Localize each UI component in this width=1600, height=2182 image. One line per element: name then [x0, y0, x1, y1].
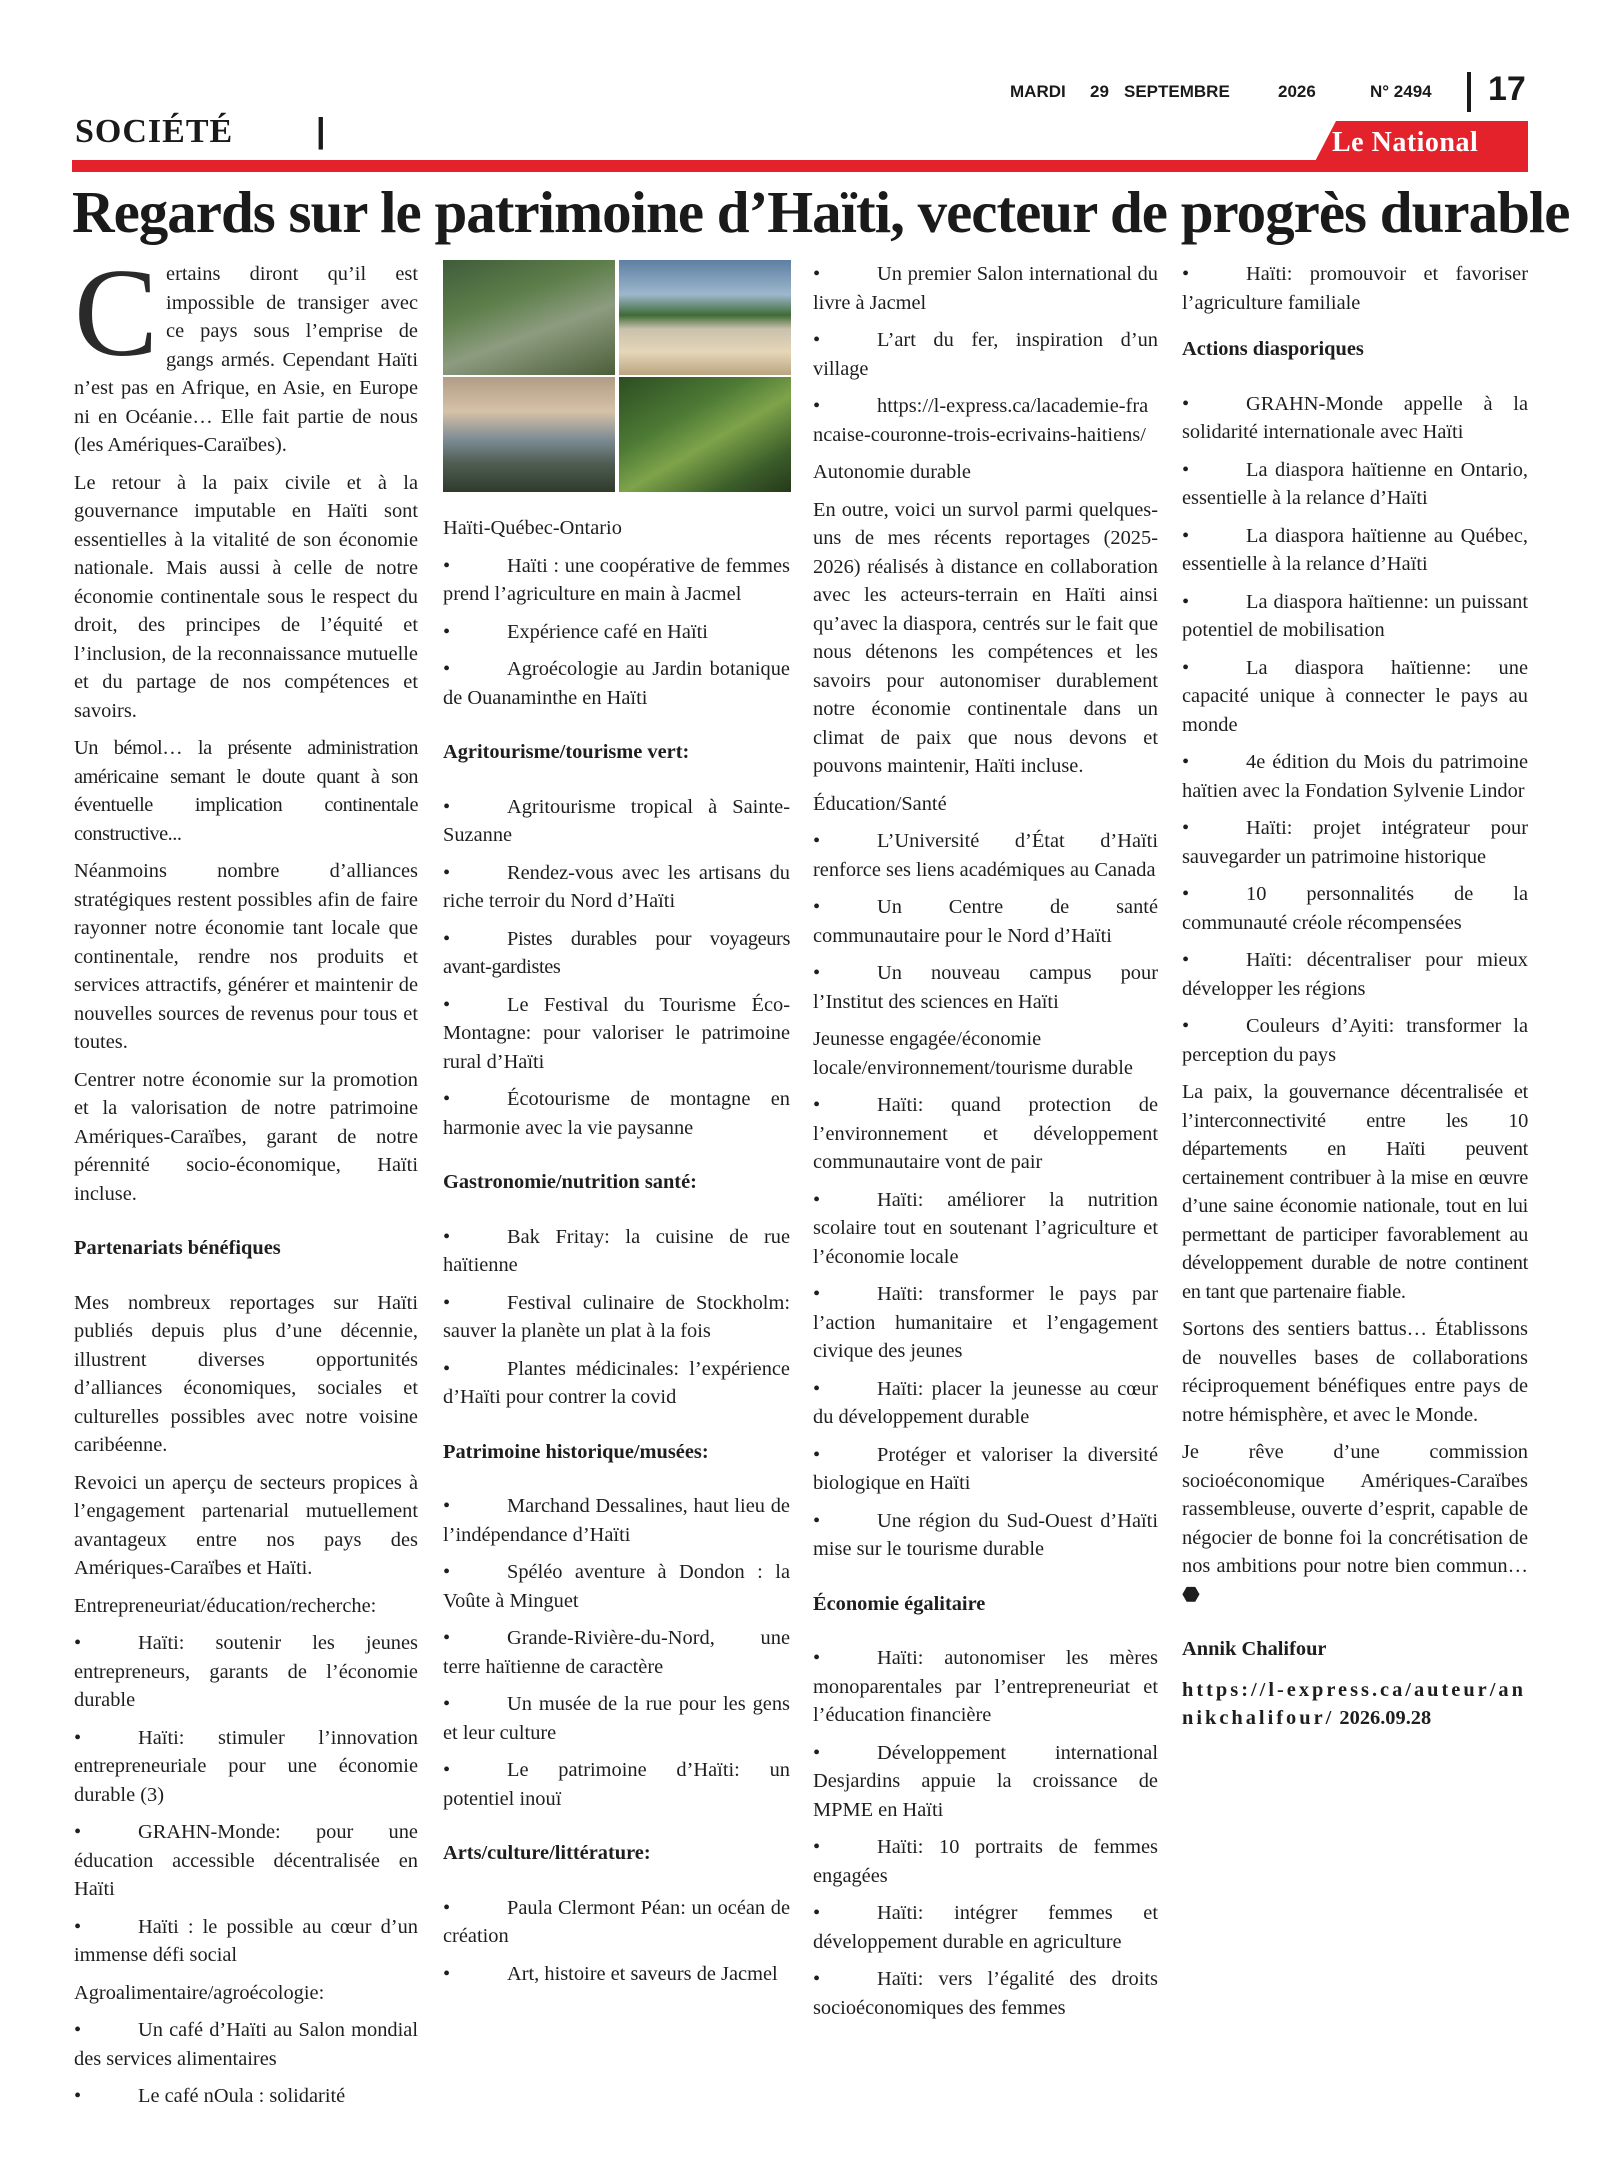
bullet-item: • Paula Clermont Péan: un océan de création [443, 1894, 790, 1951]
bullet-item: • Marchand Dessalines, haut lieu de l’indépendance d’Haïti [443, 1492, 790, 1549]
paragraph: Mes nombreux reportages sur Haïti publiés depuis plus d’une décennie, illustrent diverses opportunités d’alliances économiques, sociales et culturelles possibles avec notre voisine caribéenne. [74, 1291, 418, 1456]
paragraph: Revoici un aperçu de secteurs propices à l’engagement partenarial mutuellement avantageux entre nos pays des Amériques-Caraïbes et Haïti. [74, 1471, 418, 1579]
bullet-item: • Haïti: promouvoir et favoriser l’agriculture familiale [1182, 260, 1528, 317]
bullet-icon: • [74, 1821, 82, 1843]
bullet-icon: • [443, 658, 451, 680]
bullet-item: • Haïti: stimuler l’innovation entrepreneuriale pour une économie durable (3) [74, 1724, 418, 1810]
bullet-icon: • [443, 1627, 451, 1649]
bullet-icon: • [813, 896, 821, 918]
article-headline: Regards sur le patrimoine d’Haïti, vecteur de progrès durable [72, 179, 1570, 245]
bullet-item: • Protéger et valoriser la diversité biologique en Haïti [813, 1441, 1158, 1498]
bullet-item: • Une région du Sud-Ouest d’Haïti mise sur le tourisme durable [813, 1507, 1158, 1564]
subheading: Économie égalitaire [813, 1592, 986, 1615]
bullet-icon: • [74, 1915, 82, 1938]
brand-logo: Le National [1332, 127, 1479, 158]
paragraph: En outre, voici un survol parmi quelques-uns de mes récents reportages (2025-2026) réalisés à distance en collaboration avec les acteurs-terrain en Haïti ainsi qu’avec la diaspora, centrés sur le fait que nous détenons les compétences et les savoirs pour autonomiser durablement notre économie continentale dans un climat de paix que nous devons et pouvons maintenir, Haïti incluse. [813, 498, 1158, 777]
column-3 [813, 260, 1158, 2031]
drop-cap: C [74, 244, 159, 383]
coastal-landscape-photo [443, 377, 615, 492]
bullet-item: • Spéléo aventure à Dondon : la Voûte à Minguet [443, 1558, 790, 1615]
bullet-item: • Haïti: vers l’égalité des droits socioéconomiques des femmes [813, 1965, 1158, 2022]
greenhouse-photo [443, 260, 615, 375]
bullet-item: • Festival culinaire de Stockholm: sauver la planète un plat à la fois [443, 1289, 790, 1346]
subheading: Arts/culture/littérature: [443, 1842, 651, 1864]
bullet-item: • L’Université d’État d’Haïti renforce ses liens académiques au Canada [813, 827, 1158, 884]
bullet-item: • Un premier Salon international du livre à Jacmel [813, 260, 1158, 317]
author-name: Annik Chalifour [1182, 1638, 1327, 1660]
bullet-icon: • [443, 620, 451, 643]
red-rule [72, 160, 1528, 172]
bullet-item: • Agritourisme tropical à Sainte-Suzanne [443, 793, 790, 850]
category-label: Éducation/Santé [813, 792, 947, 815]
bullet-item: • Haïti: intégrer femmes et développement durable en agriculture [813, 1899, 1158, 1956]
paragraph: La paix, la gouvernance décentralisée et l’interconnectivité entre les 10 départements en Haïti peuvent certainement contribuer à la mise en œuvre d’une saine économie nationale, tout en lui permettant de participer favorablement au développement durable de notre continent en tant que partenaire fiable. [1182, 1081, 1528, 1303]
bullet-icon: • [443, 1225, 451, 1248]
end-mark-icon: ⬣ [1182, 1583, 1200, 1606]
bullet-item: • Rendez-vous avec les artisans du riche terroir du Nord d’Haïti [443, 859, 790, 916]
subheading: Gastronomie/nutrition santé: [443, 1171, 697, 1193]
bullet-item: • L’art du fer, inspiration d’un village [813, 326, 1158, 383]
bullet-icon: • [1182, 817, 1190, 839]
subheading: Partenariats bénéfiques [74, 1237, 281, 1259]
bullet-item: • Développement international Desjardins appuie la croissance de MPME en Haïti [813, 1739, 1158, 1825]
bullet-item: • Pistes durables pour voyageurs avant-gardistes [443, 925, 790, 982]
category-label: Haïti-Québec-Ontario [443, 517, 622, 539]
bullet-icon: • [74, 2085, 82, 2107]
bullet-item: • Haïti : le possible au cœur d’un immense défi social [74, 1913, 418, 1970]
bullet-item: • Haïti: quand protection de l’environnement et développement communautaire vont de pair [813, 1091, 1158, 1177]
subheading: Actions diasporiques [1182, 338, 1364, 360]
bullet-icon: • [443, 1088, 451, 1110]
bullet-icon: • [1182, 263, 1190, 285]
paragraph: Le retour à la paix civile et à la gouvernance imputable en Haïti sont essentielles à la vitalité de son économie nationale. Mais aussi à celle de notre économie continentale sous le respect du droit, des principes de l’équité et l’inclusion, de la reconnaissance mutuelle et du partage de nos compétences et savoirs. [74, 471, 418, 722]
bullet-icon: • [813, 1741, 821, 1764]
garden-workers-photo [619, 377, 791, 492]
bullet-item: • GRAHN-Monde: pour une éducation accessible décentralisée en Haïti [74, 1818, 418, 1904]
bullet-icon: • [443, 1962, 451, 1985]
page-number-divider [1467, 72, 1471, 112]
category-label: Agroalimentaire/agroécologie: [74, 1981, 325, 2004]
masthead [0, 0, 1600, 180]
bullet-icon: • [443, 993, 451, 1016]
bullet-icon: • [813, 830, 821, 852]
bullet-icon: • [1182, 751, 1190, 773]
subheading: Agritourisme/tourisme vert: [443, 741, 690, 763]
bullet-icon: • [443, 1896, 451, 1919]
issue-number: N° 2494 [1370, 82, 1432, 101]
bullet-item: • Haïti: projet intégrateur pour sauvegarder un patrimoine historique [1182, 814, 1528, 871]
article-link[interactable]: https://l-express.ca/lacademie-francaise-couronne-trois-ecrivains-haitiens/ [813, 395, 1149, 446]
bullet-icon: • [74, 2019, 82, 2041]
bullet-item: • La diaspora haïtienne au Québec, essentielle à la relance d’Haïti [1182, 522, 1528, 579]
bullet-item: • Haïti : une coopérative de femmes prend l’agriculture en main à Jacmel [443, 552, 790, 609]
bullet-icon: • [813, 329, 821, 351]
date-year: 2026 [1278, 82, 1316, 101]
category-label: Entrepreneuriat/éducation/recherche: [74, 1594, 377, 1617]
bullet-item: • Un Centre de santé communautaire pour le Nord d’Haïti [813, 893, 1158, 950]
photo-collage [443, 260, 791, 492]
bullet-item [813, 392, 1158, 449]
bullet-item: • Art, histoire et saveurs de Jacmel [443, 1960, 790, 1989]
bullet-item: • 4e édition du Mois du patrimoine haïtien avec la Fondation Sylvenie Lindor [1182, 748, 1528, 805]
bullet-icon: • [813, 1509, 821, 1532]
bullet-icon: • [1182, 458, 1190, 481]
bullet-item: • Un nouveau campus pour l’Institut des sciences en Haïti [813, 959, 1158, 1016]
bullet-icon: • [443, 554, 451, 577]
bullet-icon: • [813, 1647, 821, 1669]
bullet-icon: • [813, 395, 821, 417]
bullet-icon: • [813, 1443, 821, 1466]
bullet-item: • Haïti: autonomiser les mères monoparentales par l’entrepreneuriat et l’éducation financière [813, 1644, 1158, 1730]
paragraph: Néanmoins nombre d’alliances stratégiques restent possibles afin de faire rayonner notre économie tant locale que continentale, rendre nos produits et services attractifs, générer et maintenir de nouvelles sources de revenus pour tous et toutes. [74, 860, 418, 1053]
beach-promenade-photo [619, 260, 791, 375]
bullet-item: • Agroécologie au Jardin botanique de Ouanaminthe en Haïti [443, 655, 790, 712]
column-4 [1182, 260, 1528, 1742]
bullet-icon: • [813, 1377, 821, 1400]
bullet-item: • Le Festival du Tourisme Éco-Montagne: pour valoriser le patrimoine rural d’Haïti [443, 991, 790, 1077]
date-day: MARDI [1010, 82, 1066, 101]
bullet-icon: • [443, 861, 451, 884]
bullet-icon: • [1182, 883, 1190, 905]
category-label: Autonomie durable [813, 461, 971, 483]
bullet-item: • Expérience café en Haïti [443, 618, 790, 647]
bullet-icon: • [443, 1561, 451, 1583]
bullet-item: • La diaspora haïtienne: une capacité unique à connecter le pays au monde [1182, 654, 1528, 740]
bullet-icon: • [74, 1726, 82, 1749]
bullet-item: • Haïti: améliorer la nutrition scolaire tout en soutenant l’agriculture et l’économie locale [813, 1186, 1158, 1272]
bullet-item: • Haïti: transformer le pays par l’action humanitaire et l’engagement civique des jeunes [813, 1280, 1158, 1366]
bullet-item: • Haïti: 10 portraits de femmes engagées [813, 1833, 1158, 1890]
bullet-icon: • [813, 1836, 821, 1858]
bullet-item: • Haïti: soutenir les jeunes entrepreneurs, garants de l’économie durable [74, 1629, 418, 1715]
bullet-icon: • [443, 1759, 451, 1781]
paragraph: Centrer notre économie sur la promotion et la valorisation de notre patrimoine Amériques-Caraïbes, garant de notre pérennité socio-économique, Haïti incluse. [74, 1068, 418, 1205]
bullet-icon: • [443, 795, 451, 818]
bullet-icon: • [443, 1291, 451, 1314]
bullet-item: • La diaspora haïtienne: un puissant potentiel de mobilisation [1182, 588, 1528, 645]
paragraph: Un bémol… la présente administration américaine semant le doute quant à son éventuelle implication continentale constructive... [74, 737, 418, 845]
bullet-icon: • [813, 1968, 821, 1990]
bullet-item: • Le café nOula : solidarité [74, 2082, 418, 2111]
closing-paragraph: Je rêve d’une commission socioéconomique Amériques-Caraïbes rassembleuse, ouverte d’esprit, capable de négocier de bonne foi la concrétisation de nos ambitions pour notre bien commun…⬣ [1182, 1441, 1528, 1606]
author-link[interactable]: https://l-express.ca/auteur/annikchalifour/ 2026.09.28 [1182, 1678, 1526, 1729]
date-number: 29 [1090, 82, 1109, 101]
bullet-item: • Grande-Rivière-du-Nord, une terre haïtienne de caractère [443, 1624, 790, 1681]
bullet-icon: • [813, 1188, 821, 1211]
bullet-item: • GRAHN-Monde appelle à la solidarité internationale avec Haïti [1182, 390, 1528, 447]
bullet-icon: • [443, 1495, 451, 1517]
page-number: 17 [1488, 70, 1526, 108]
bullet-icon: • [74, 1632, 82, 1654]
bullet-icon: • [1182, 949, 1190, 971]
bullet-icon: • [813, 962, 821, 984]
bullet-item: • Un café d’Haïti au Salon mondial des services alimentaires [74, 2016, 418, 2073]
bullet-icon: • [443, 1357, 451, 1380]
intro-paragraph: Certains diront qu’il est impossible de transiger avec ce pays sous l’emprise de gangs armés. Cependant Haïti n’est pas en Afrique, en Asie, en Europe ni en Océanie… Elle fait partie de nous (les Amériques-Caraïbes). [74, 244, 418, 456]
bullet-icon: • [813, 1094, 821, 1116]
bullet-item: • Écotourisme de montagne en harmonie avec la vie paysanne [443, 1085, 790, 1142]
section-separator: | [316, 112, 326, 150]
bullet-item: • Haïti: placer la jeunesse au cœur du développement durable [813, 1375, 1158, 1432]
bullet-icon: • [1182, 1015, 1190, 1037]
bullet-icon: • [813, 1283, 821, 1305]
paragraph: Sortons des sentiers battus… Établissons de nouvelles bases de collaborations réciproquement bénéfiques entre pays de notre hémisphère, et avec le Monde. [1182, 1318, 1528, 1426]
bullet-item: • Plantes médicinales: l’expérience d’Haïti pour contrer la covid [443, 1355, 790, 1412]
bullet-item: • Un musée de la rue pour les gens et leur culture [443, 1690, 790, 1747]
bullet-icon: • [443, 927, 450, 950]
author-date: 2026.09.28 [1339, 1707, 1432, 1729]
bullet-item: • Bak Fritay: la cuisine de rue haïtienne [443, 1223, 790, 1280]
bullet-icon: • [1182, 524, 1190, 547]
bullet-item: • Couleurs d’Ayiti: transformer la perception du pays [1182, 1012, 1528, 1069]
bullet-item: • Haïti: décentraliser pour mieux développer les régions [1182, 946, 1528, 1003]
bullet-icon: • [443, 1693, 451, 1715]
bullet-item: • 10 personnalités de la communauté créole récompensées [1182, 880, 1528, 937]
bullet-icon: • [813, 1902, 821, 1924]
category-label: Jeunesse engagée/économie locale/environnement/tourisme durable [813, 1028, 1133, 1079]
date-month: SEPTEMBRE [1124, 82, 1230, 101]
bullet-item: • Le patrimoine d’Haïti: un potentiel inouï [443, 1756, 790, 1813]
subheading: Patrimoine historique/musées: [443, 1440, 709, 1463]
column-1 [74, 244, 418, 2120]
bullet-item: • La diaspora haïtienne en Ontario, essentielle à la relance d’Haïti [1182, 456, 1528, 513]
bullet-icon: • [1182, 590, 1190, 613]
bullet-icon: • [1182, 392, 1190, 415]
bullet-icon: • [1182, 656, 1190, 679]
column-2 [443, 260, 790, 1997]
section-label: SOCIÉTÉ [75, 113, 234, 150]
bullet-icon: • [813, 263, 821, 285]
